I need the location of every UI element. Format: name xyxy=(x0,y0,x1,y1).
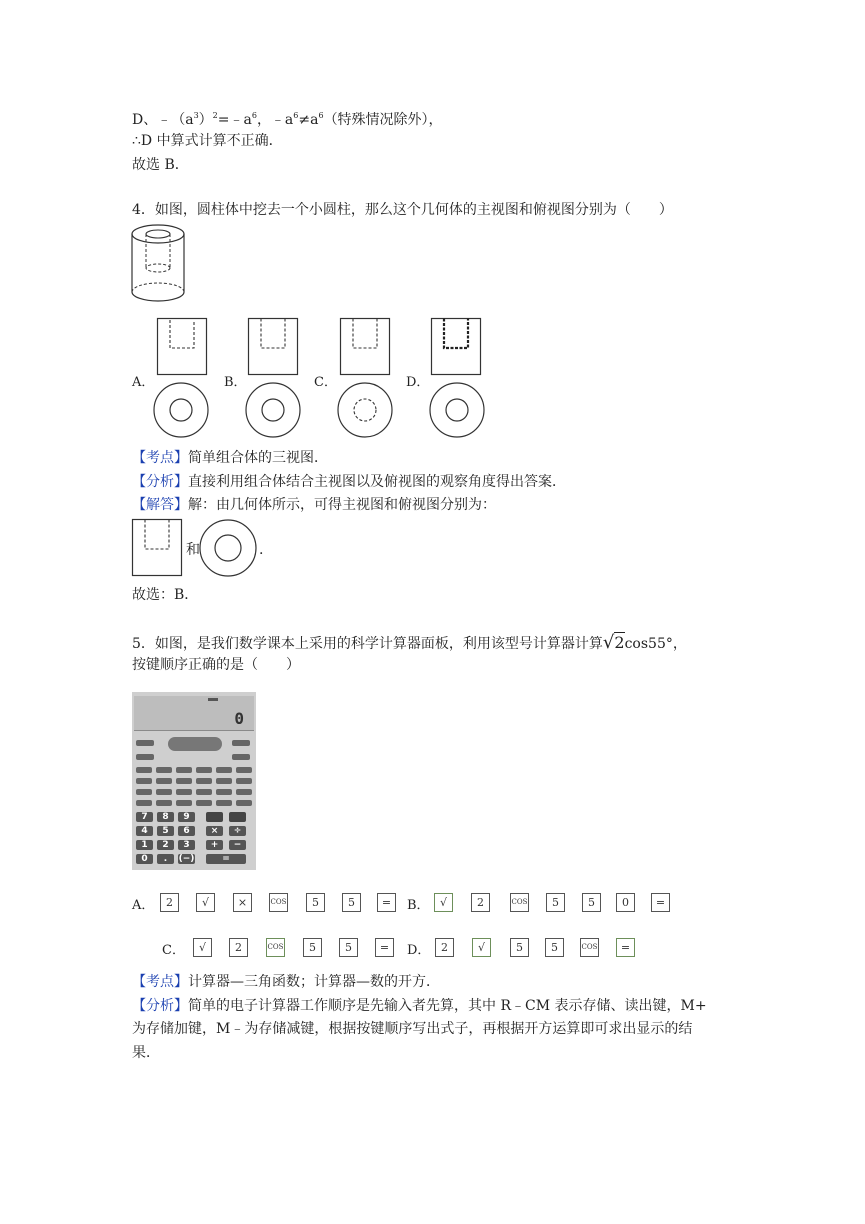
key-sqrt: √ xyxy=(196,893,215,912)
q5-question-line1: 5．如图，是我们数学课本上采用的科学计算器面板，利用该型号计算器计算√2cos55°， xyxy=(132,632,687,653)
q5-question-line2: 按键顺序正确的是（ ） xyxy=(132,657,300,673)
q4-answer-top-view xyxy=(199,519,259,579)
q5-fenxi-line3: 果． xyxy=(132,1045,160,1061)
key-0: 0 xyxy=(616,893,635,912)
cylinder-figure xyxy=(130,222,190,306)
answer-3: 故选 B． xyxy=(132,157,189,173)
therefore-line: ∴D 中算式计算不正确． xyxy=(132,133,283,149)
key-equals: = xyxy=(616,938,635,957)
q5-option-c-label[interactable]: C． xyxy=(162,943,185,958)
q5-fenxi-line1: 【分析】简单的电子计算器工作顺序是先输入者先算，其中 R﹣CM 表示存储、读出键，M+ xyxy=(132,998,707,1014)
key-cos: COS xyxy=(510,893,529,912)
and-text: 和 xyxy=(186,542,200,558)
key-5: 5 xyxy=(545,938,564,957)
key-sqrt: √ xyxy=(434,893,453,912)
option-d-explanation: D、$﹣(a^3)^2=﹣a^6$，$﹣a^6\ne a^6$（特殊情况除外）， xyxy=(132,111,443,128)
q4-option-a-front-view xyxy=(157,318,209,378)
q4-answer: 故选：B． xyxy=(132,587,199,603)
key-sqrt: √ xyxy=(193,938,212,957)
kaodian-tag: 【考点】 xyxy=(132,450,188,466)
q5-option-b-label[interactable]: B． xyxy=(407,898,430,913)
sqrt-symbol: √ xyxy=(602,632,615,653)
q4-option-c-label[interactable]: C． xyxy=(314,375,337,390)
key-equals: = xyxy=(377,893,396,912)
key-5: 5 xyxy=(582,893,601,912)
key-2: 2 xyxy=(471,893,490,912)
key-2: 2 xyxy=(160,893,179,912)
q4-jieda: 【解答】解：由几何体所示，可得主视图和俯视图分别为： xyxy=(132,497,496,513)
q4-kaodian: 【考点】简单组合体的三视图． xyxy=(132,450,328,466)
key-cos: COS xyxy=(266,938,285,957)
q4-option-a-top-view xyxy=(152,383,212,439)
q4-answer-front-view xyxy=(132,519,184,579)
key-5: 5 xyxy=(306,893,325,912)
key-5: 5 xyxy=(339,938,358,957)
q4-option-b-top-view xyxy=(244,383,304,439)
key-5: 5 xyxy=(342,893,361,912)
calculator-screen xyxy=(134,696,254,731)
key-5: 5 xyxy=(510,938,529,957)
key-cos: COS xyxy=(580,938,599,957)
q4-option-c-top-view xyxy=(336,383,396,439)
jieda-tag: 【解答】 xyxy=(132,497,188,513)
key-times: × xyxy=(233,893,252,912)
fenxi-tag: 【分析】 xyxy=(132,998,188,1014)
q4-option-b-label[interactable]: B． xyxy=(224,375,247,390)
key-2: 2 xyxy=(229,938,248,957)
q4-option-c-front-view xyxy=(340,318,392,378)
key-2: 2 xyxy=(435,938,454,957)
key-sqrt: √ xyxy=(472,938,491,957)
key-5: 5 xyxy=(546,893,565,912)
q5-option-d-label[interactable]: D． xyxy=(407,943,431,958)
key-equals: = xyxy=(651,893,670,912)
q4-option-a-label[interactable]: A． xyxy=(132,375,155,390)
q4-fenxi: 【分析】直接利用组合体结合主视图以及俯视图的观察角度得出答案． xyxy=(132,474,566,490)
q4-option-b-front-view xyxy=(248,318,300,378)
q5-option-a-label[interactable]: A． xyxy=(132,898,155,913)
calculator-image: 0 7 8 9 4 5 6 × ÷ 1 2 3 + − 0 . (−) = xyxy=(132,692,256,870)
period-text: . xyxy=(259,542,264,558)
key-cos: COS xyxy=(269,893,288,912)
q5-fenxi-line2: 为存储加键，M﹣为存储减键，根据按键顺序写出式子，再根据开方运算即可求出显示的结 xyxy=(132,1021,693,1037)
kaodian-tag: 【考点】 xyxy=(132,974,188,990)
q4-option-d-label[interactable]: D． xyxy=(406,375,430,390)
key-5: 5 xyxy=(303,938,322,957)
q4-option-d-top-view xyxy=(428,383,488,439)
q4-option-d-front-view xyxy=(431,318,483,378)
q4-question: 4．如图，圆柱体中挖去一个小圆柱，那么这个几何体的主视图和俯视图分别为（ ） xyxy=(132,202,673,218)
q5-kaodian: 【考点】计算器—三角函数；计算器—数的开方． xyxy=(132,974,440,990)
key-equals: = xyxy=(375,938,394,957)
calculator-display: 0 xyxy=(234,709,244,728)
fenxi-tag: 【分析】 xyxy=(132,474,188,490)
